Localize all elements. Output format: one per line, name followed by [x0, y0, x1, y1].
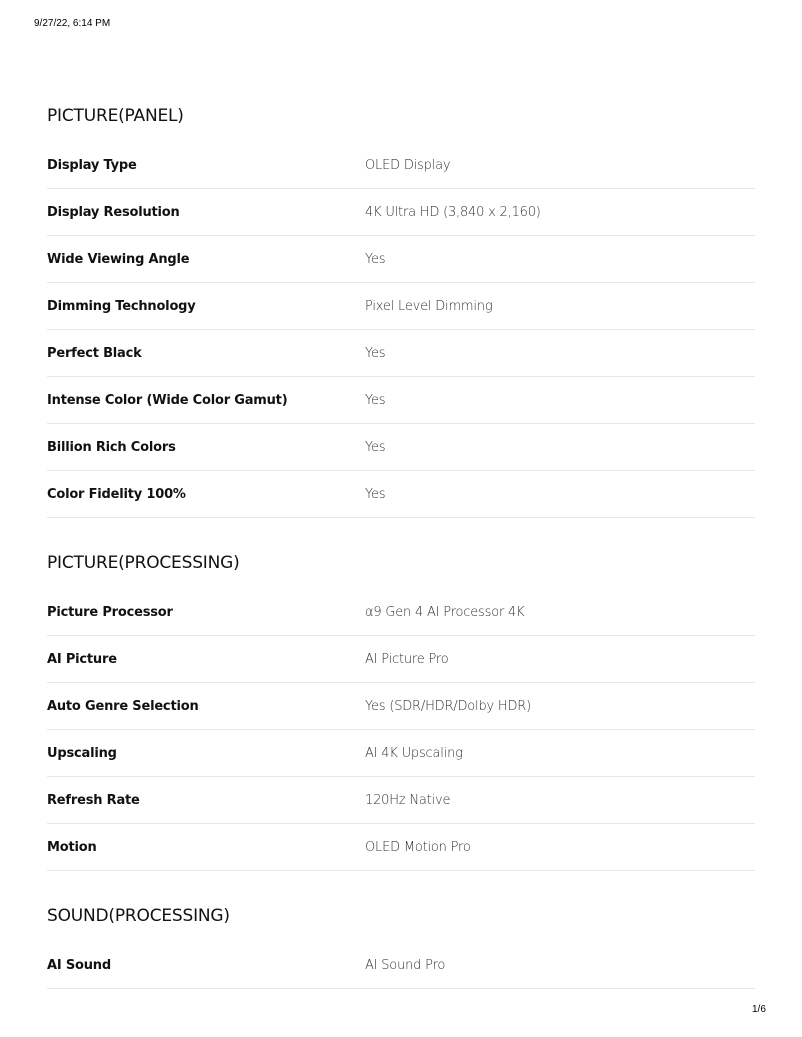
section-title: PICTURE(PANEL)	[47, 106, 184, 126]
spec-label: Billion Rich Colors	[47, 439, 176, 455]
section-title: SOUND(PROCESSING)	[47, 906, 230, 926]
spec-row	[47, 777, 755, 824]
spec-value: 120Hz Native	[365, 792, 451, 808]
spec-label: Auto Genre Selection	[47, 698, 199, 714]
spec-row	[47, 683, 755, 730]
spec-label: Picture Processor	[47, 604, 173, 620]
spec-section	[47, 547, 755, 871]
spec-row	[47, 942, 755, 989]
spec-value: AI Sound Pro	[365, 957, 446, 973]
spec-value: AI Picture Pro	[365, 651, 449, 667]
spec-label: Motion	[47, 839, 97, 855]
spec-value: OLED Display	[365, 157, 451, 173]
spec-value: OLED Motion Pro	[365, 839, 471, 855]
spec-row	[47, 471, 755, 518]
spec-row	[47, 589, 755, 636]
spec-label: Refresh Rate	[47, 792, 140, 808]
spec-value: 4K Ultra HD (3,840 x 2,160)	[365, 204, 541, 220]
spec-label: Display Resolution	[47, 204, 180, 220]
section-title: PICTURE(PROCESSING)	[47, 553, 240, 573]
spec-row	[47, 189, 755, 236]
spec-section	[47, 100, 755, 518]
spec-value: Yes	[365, 251, 386, 267]
spec-label: Color Fidelity 100%	[47, 486, 186, 502]
spec-value: Yes	[365, 392, 386, 408]
spec-label: AI Sound	[47, 957, 111, 973]
spec-section	[47, 900, 755, 989]
spec-label: Perfect Black	[47, 345, 142, 361]
spec-value: AI 4K Upscaling	[365, 745, 463, 761]
spec-value: Yes	[365, 486, 386, 502]
spec-row	[47, 330, 755, 377]
spec-value: Yes	[365, 345, 386, 361]
spec-row	[47, 636, 755, 683]
spec-value: α9 Gen 4 AI Processor 4K	[365, 604, 525, 620]
spec-value: Yes (SDR/HDR/Dolby HDR)	[365, 698, 532, 714]
spec-content	[47, 100, 755, 1018]
spec-value: Yes	[365, 439, 386, 455]
page-number: 1/6	[752, 1004, 766, 1015]
spec-row	[47, 730, 755, 777]
spec-label: Dimming Technology	[47, 298, 196, 314]
spec-label: Intense Color (Wide Color Gamut)	[47, 392, 288, 408]
spec-label: Wide Viewing Angle	[47, 251, 190, 267]
spec-row	[47, 142, 755, 189]
print-timestamp: 9/27/22, 6:14 PM	[34, 18, 111, 29]
spec-row	[47, 236, 755, 283]
spec-label: Upscaling	[47, 745, 117, 761]
spec-row	[47, 824, 755, 871]
spec-row	[47, 377, 755, 424]
spec-label: AI Picture	[47, 651, 117, 667]
spec-row	[47, 283, 755, 330]
spec-value: Pixel Level Dimming	[365, 298, 493, 314]
spec-label: Display Type	[47, 157, 137, 173]
spec-row	[47, 424, 755, 471]
